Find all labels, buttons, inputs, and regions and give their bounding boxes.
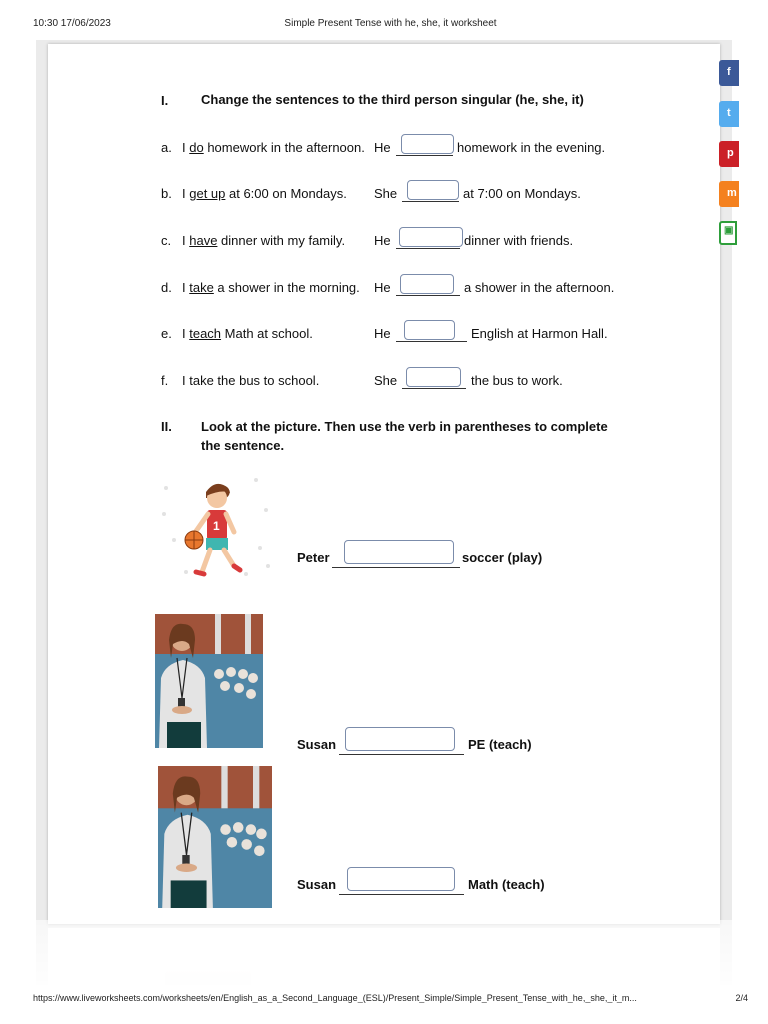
picture-rest: Math (teach)	[468, 877, 545, 892]
item-rest: the bus to work.	[471, 373, 563, 388]
classroom-icon: ▣	[724, 225, 734, 236]
item-sentence: I take a shower in the morning.	[182, 280, 360, 295]
svg-text:1: 1	[213, 519, 220, 533]
item-subject: He	[374, 326, 391, 341]
section-1-title: Change the sentences to the third person singular (he, she, it)	[201, 92, 584, 107]
facebook-share-button[interactable]	[719, 60, 739, 86]
answer-underline	[396, 248, 460, 249]
item-label: f.	[161, 373, 169, 388]
answer-underline	[396, 341, 467, 342]
answer-underline	[402, 201, 459, 202]
answer-underline	[339, 754, 464, 755]
print-url: https://www.liveworksheets.com/worksheets/en/English_as_a_Second_Language_(ESL)/Present_Simple/Simple_Present_Tense_with_he,_she,_it_m...	[33, 993, 637, 1003]
picture-rest: soccer (play)	[462, 550, 543, 565]
section-2-number: II.	[161, 419, 172, 434]
answer-input-c[interactable]	[399, 227, 463, 247]
item-rest: at 7:00 on Mondays.	[463, 186, 581, 201]
worksheet-page	[48, 44, 720, 924]
twitter-icon: t	[727, 107, 731, 119]
teacher-photo-illustration	[158, 766, 272, 908]
picture-subject: Susan	[297, 877, 337, 892]
answer-underline	[402, 388, 466, 389]
item-label: c.	[161, 233, 172, 248]
item-rest: a shower in the afternoon.	[464, 280, 615, 295]
answer-underline	[339, 894, 464, 895]
twitter-share-button[interactable]	[719, 101, 739, 127]
teacher-photo-2	[158, 766, 272, 908]
mix-icon: m	[727, 187, 737, 199]
item-sentence: I have dinner with my family.	[182, 233, 346, 248]
item-subject: He	[374, 140, 391, 155]
answer-input-susan-pe[interactable]	[345, 727, 455, 751]
worksheet-viewer[interactable]	[36, 40, 732, 985]
item-sentence: I get up at 6:00 on Mondays.	[182, 186, 347, 201]
basketball-boy-illustration	[156, 470, 276, 588]
item-subject: She	[374, 373, 398, 388]
item-subject: She	[374, 186, 398, 201]
item-subject: He	[374, 233, 391, 248]
facebook-icon: f	[727, 66, 731, 78]
section-2-title-line-2: the sentence.	[201, 438, 285, 453]
answer-input-susan-math[interactable]	[347, 867, 455, 891]
answer-input-peter[interactable]	[344, 540, 454, 564]
answer-input-b[interactable]	[407, 180, 459, 200]
section-2-title-line-1: Look at the picture. Then use the verb in parentheses to complete	[201, 419, 608, 434]
google-classroom-share-button[interactable]	[719, 221, 737, 245]
item-label: b.	[161, 186, 172, 201]
picture-rest: PE (teach)	[468, 737, 532, 752]
teacher-photo-1	[155, 614, 263, 748]
print-header	[33, 18, 748, 32]
answer-underline	[332, 567, 460, 568]
answer-underline	[396, 295, 460, 296]
item-rest: dinner with friends.	[464, 233, 574, 248]
item-subject: He	[374, 280, 391, 295]
answer-input-f[interactable]	[406, 367, 461, 387]
print-doc-title: Simple Present Tense with he, she, it worksheet	[284, 18, 497, 29]
print-footer	[33, 993, 748, 1007]
item-rest: English at Harmon Hall.	[471, 326, 608, 341]
page-bottom-fade	[36, 920, 732, 985]
pinterest-share-button[interactable]	[719, 141, 739, 167]
pinterest-icon: p	[727, 147, 734, 159]
item-sentence: I teach Math at school.	[182, 326, 313, 341]
answer-input-e[interactable]	[404, 320, 455, 340]
basketball-boy-image	[156, 470, 276, 588]
item-label: e.	[161, 326, 172, 341]
mix-share-button[interactable]	[719, 181, 739, 207]
answer-input-a[interactable]	[401, 134, 454, 154]
item-sentence: I do homework in the afternoon.	[182, 140, 365, 155]
picture-subject: Susan	[297, 737, 337, 752]
teacher-photo-illustration	[155, 614, 263, 748]
section-1-number: I.	[161, 93, 169, 108]
picture-subject: Peter	[297, 550, 330, 565]
item-label: a.	[161, 140, 172, 155]
item-rest: homework in the evening.	[457, 140, 606, 155]
answer-underline	[396, 155, 453, 156]
item-sentence: I take the bus to school.	[182, 373, 320, 388]
print-page-number: 2/4	[735, 993, 748, 1003]
item-label: d.	[161, 280, 172, 295]
print-timestamp: 10:30 17/06/2023	[33, 18, 111, 29]
answer-input-d[interactable]	[400, 274, 454, 294]
